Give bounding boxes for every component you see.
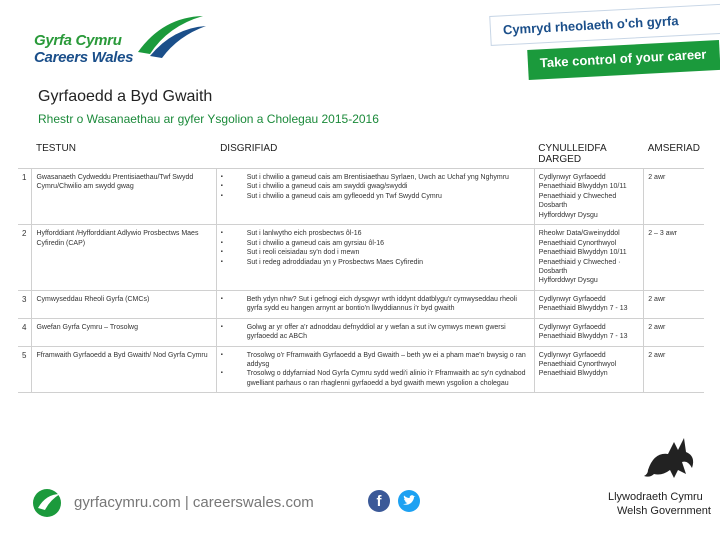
gov-name-english: Welsh Government bbox=[617, 505, 711, 517]
table-row bbox=[18, 346, 704, 393]
services-table bbox=[18, 140, 704, 393]
bullet-icon: ▪ bbox=[220, 183, 223, 190]
bullet-text: Sut i chwilio a gwneud cais am swyddi gwag/swyddi bbox=[246, 183, 408, 191]
audience-item: Penaethiaid y Chweched · Dosbarth bbox=[538, 258, 621, 275]
careers-wales-logo[interactable] bbox=[28, 12, 208, 72]
row-amseriad: 2 awr bbox=[644, 318, 704, 346]
bullet-item bbox=[221, 239, 530, 248]
row-disgrifiad bbox=[216, 169, 534, 225]
audience-item: Penaethiaid Blwyddyn 7 - 13 bbox=[538, 333, 628, 341]
bullet-icon: ▪ bbox=[220, 258, 223, 265]
table-row bbox=[18, 169, 704, 225]
header-cynulleidfa: CYNULLEIDFA DARGED bbox=[534, 140, 643, 169]
row-testun: Cymwyseddau Rheoli Gyrfa (CMCs) bbox=[32, 290, 216, 318]
audience-item: Cydlynwyr Gyrfaoedd bbox=[538, 323, 606, 331]
audience-item: Hyfforddwyr Dysgu bbox=[538, 277, 598, 285]
row-cynulleidfa bbox=[534, 346, 643, 393]
row-amseriad: 2 awr bbox=[644, 346, 704, 393]
row-number: 3 bbox=[18, 290, 32, 318]
bullet-icon: ▪ bbox=[220, 370, 223, 377]
table-row bbox=[18, 318, 704, 346]
audience-item: Penaethiaid Blwyddyn 10/11 bbox=[538, 249, 627, 257]
bullet-text: Sut i chwilio a gwneud cais am Brentisiaethau Syrlaen, Uwch ac Uchaf yng Nghymru bbox=[246, 174, 509, 181]
row-cynulleidfa bbox=[534, 290, 643, 318]
gov-name-welsh: Llywodraeth Cymru bbox=[608, 491, 703, 503]
banner-welsh bbox=[489, 4, 720, 46]
bullet-icon: ▪ bbox=[220, 295, 223, 302]
row-testun: Gwasanaeth Cydweddu Prentisiaethau/Twf Swydd Cymru/Chwilio am swydd gwag bbox=[32, 169, 216, 225]
audience-item: Penaethiaid Cynorthwyol bbox=[538, 239, 617, 247]
row-amseriad: 2 – 3 awr bbox=[644, 225, 704, 291]
audience-item: Rheolwr Data/Gweinyddol bbox=[538, 230, 620, 238]
row-cynulleidfa bbox=[534, 318, 643, 346]
bullet-text: Trosolwg o ddyfarniad Nod Gyrfa Cymru sydd wedi'i alinio i'r Fframwaith ac sy'n cydnabod gwelliant parhaus o ran rhaglenni gyrfaoedd a byd gwaith mewn ysgolion a cholegau bbox=[246, 370, 526, 387]
table-row bbox=[18, 290, 704, 318]
row-disgrifiad bbox=[216, 225, 534, 291]
logo-text-welsh: Gyrfa Cymru bbox=[34, 32, 122, 49]
footer-website[interactable]: gyrfacymru.com | careerswales.com bbox=[74, 494, 314, 511]
page-title: Gyrfaoedd a Byd Gwaith bbox=[38, 88, 213, 105]
bullet-item bbox=[221, 369, 530, 388]
bullet-item bbox=[221, 182, 530, 191]
bullet-text: Sut i chwilio a gwneud cais am gyfleoedd yn Twf Swydd Cymru bbox=[246, 192, 442, 200]
row-amseriad: 2 awr bbox=[644, 290, 704, 318]
row-number: 5 bbox=[18, 346, 32, 393]
bullet-text: Sut i redeg adroddiadau yn y Prosbectws Maes Cyfiredin bbox=[246, 258, 423, 266]
bullet-icon: ▪ bbox=[220, 230, 223, 237]
banner-english bbox=[527, 40, 720, 80]
bullet-text: Golwg ar yr offer a'r adnoddau defnyddiol ar y wefan a sut i'w cymwys mewn gwersi gyrfaoedd ac ABCh bbox=[246, 323, 506, 341]
bullet-item bbox=[221, 351, 530, 370]
header-disgrifiad: DISGRIFIAD bbox=[216, 140, 534, 169]
bullet-item bbox=[221, 173, 530, 182]
row-disgrifiad bbox=[216, 318, 534, 346]
bullet-icon: ▪ bbox=[220, 192, 223, 199]
bullet-item bbox=[221, 248, 530, 257]
table-header-row bbox=[18, 140, 704, 169]
row-disgrifiad bbox=[216, 290, 534, 318]
header-num bbox=[18, 140, 32, 169]
logo-text-english: Careers Wales bbox=[34, 49, 134, 66]
table-row bbox=[18, 225, 704, 291]
bullet-icon: ▪ bbox=[220, 323, 223, 330]
row-amseriad: 2 awr bbox=[644, 169, 704, 225]
row-testun: Hyfforddiant /Hyfforddiant Adlywio Prosbectws Maes Cyfiredin (CAP) bbox=[32, 225, 216, 291]
audience-item: Penaethiaid Blwyddyn 10/11 bbox=[538, 183, 627, 191]
row-cynulleidfa bbox=[534, 169, 643, 225]
audience-item: Hyfforddwyr Dysgu bbox=[538, 211, 598, 219]
bullet-item bbox=[221, 192, 530, 201]
twitter-icon[interactable] bbox=[398, 490, 420, 512]
row-testun: Fframwaith Gyrfaoedd a Byd Gwaith/ Nod Gyrfa Cymru bbox=[32, 346, 216, 393]
audience-item: Penaethiaid Blwyddyn 7 - 13 bbox=[538, 305, 628, 313]
audience-item: Penaethiaid Cynorthwyol bbox=[538, 361, 617, 368]
bullet-icon: ▪ bbox=[220, 239, 223, 246]
bullet-item bbox=[221, 229, 530, 238]
bullet-item bbox=[221, 258, 530, 267]
audience-item: Cydlynwyr Gyrfaoedd bbox=[538, 295, 606, 303]
audience-item: Cydlynwyr Gyrfaoedd bbox=[538, 351, 606, 359]
row-cynulleidfa bbox=[534, 225, 643, 291]
header-amseriad: AMSERIAD bbox=[644, 140, 704, 169]
bullet-item bbox=[221, 323, 530, 342]
facebook-icon[interactable]: f bbox=[368, 490, 390, 512]
bullet-text: Trosolwg o'r Fframwaith Gyrfaoedd a Byd Gwaith – beth yw ei a pham mae'n bwysig o ran addysg bbox=[246, 351, 526, 368]
bullet-icon: ▪ bbox=[220, 249, 223, 256]
audience-item: Penaethiaid y Chweched Dosbarth bbox=[538, 192, 617, 210]
bullet-text: Sut i lanlwytho eich prosbectws ôl-16 bbox=[246, 230, 362, 238]
row-number: 4 bbox=[18, 318, 32, 346]
bullet-item bbox=[221, 295, 530, 314]
row-disgrifiad bbox=[216, 346, 534, 393]
page-subtitle: Rhestr o Wasanaethau ar gyfer Ysgolion a Cholegau 2015-2016 bbox=[38, 112, 379, 126]
audience-item: Cydlynwyr Gyrfaoedd bbox=[538, 174, 606, 181]
bullet-text: Beth ydyn nhw? Sut i gefnogi eich dysgwyr wrth iddynt ddatblygu'r cymwyseddau rheoli gyrfa sydd eu hangen arnynt ar bontio'n llwyddiannus i'r byd gwaith bbox=[246, 295, 517, 313]
bullet-text: Sut i reoli ceisiadau sy'n dod i mewn bbox=[246, 249, 360, 257]
header-testun: TESTUN bbox=[32, 140, 216, 169]
bullet-icon: ▪ bbox=[220, 351, 223, 358]
row-number: 2 bbox=[18, 225, 32, 291]
audience-item: Penaethiaid Blwyddyn bbox=[538, 370, 608, 378]
banner-english-text: Take control of your career bbox=[539, 46, 707, 71]
welsh-dragon-icon bbox=[640, 430, 700, 486]
bullet-icon: ▪ bbox=[220, 174, 223, 180]
row-testun: Gwefan Gyrfa Cymru – Trosolwg bbox=[32, 318, 216, 346]
banner-welsh-text: Cymryd rheolaeth o'ch gyrfa bbox=[502, 13, 679, 38]
row-number: 1 bbox=[18, 169, 32, 225]
bullet-text: Sut i chwilio a gwneud cais am gyrsiau ôl-16 bbox=[246, 239, 385, 247]
careers-wales-swoosh-icon bbox=[32, 488, 66, 518]
